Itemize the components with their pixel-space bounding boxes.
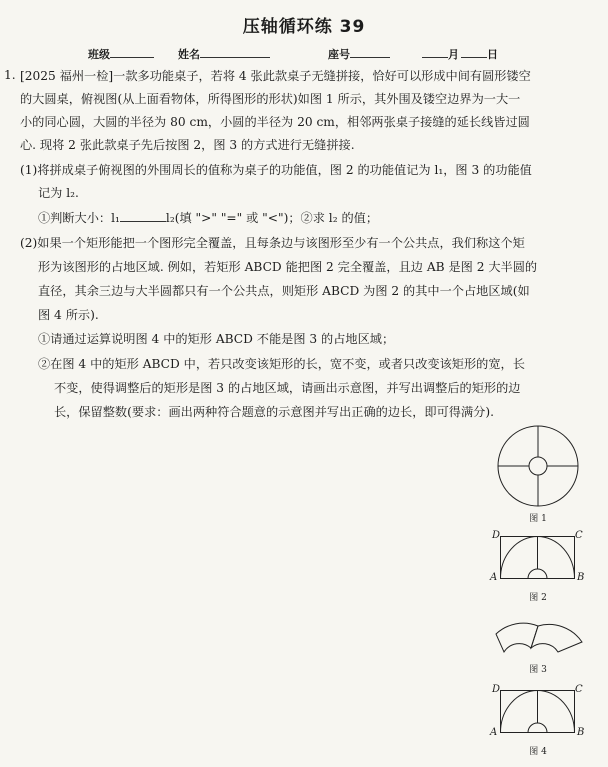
- figure-1-caption: 图 1: [529, 514, 547, 524]
- vertex-label-b: B: [577, 572, 585, 583]
- problem-line: 心. 现将 2 张此款桌子先后按图 2，图 3 的方式进行无缝拼接.: [20, 138, 355, 152]
- part1-line: 记为 l₂.: [38, 186, 79, 200]
- figure-2-caption: 图 2: [529, 593, 547, 603]
- part2-sub1: ①请通过运算说明图 4 中的矩形 ABCD 不能是图 3 的占地区域；: [38, 332, 395, 346]
- vertex-label-a: A: [490, 572, 498, 583]
- month-label: 月: [448, 48, 459, 61]
- seat-blank[interactable]: [350, 47, 390, 58]
- part2-line: (2)如果一个矩形能把一个图形完全覆盖，且每条边与该图形至少有一个公共点，我们称这个矩: [20, 236, 525, 250]
- vertex-label-c: C: [575, 530, 583, 541]
- figure-3-caption: 图 3: [529, 665, 547, 675]
- part2-line: 形为该图形的占地区域. 例如，若矩形 ABCD 能把图 2 完全覆盖，且边 AB 是图 2 大半圆的: [38, 260, 538, 274]
- problem-number: 1.: [4, 68, 16, 82]
- small-semicircle: [528, 723, 547, 733]
- seat-field: [328, 46, 390, 62]
- name-blank[interactable]: [200, 47, 270, 58]
- problem-line: 的大圆桌，俯视图(从上面看物体，所得图形的形状)如图 1 所示，其外围及镂空边界为一大一: [20, 92, 521, 106]
- vertex-label-b: B: [577, 727, 585, 738]
- vertex-label-d: D: [492, 684, 501, 695]
- class-blank[interactable]: [110, 47, 154, 58]
- day-blank[interactable]: [461, 47, 487, 58]
- date-field: [422, 46, 498, 62]
- part2-sub2: 不变，使得调整后的矩形是图 3 的占地区域，请画出示意图，并写出调整后的矩形的边: [54, 381, 521, 395]
- sub1-middle: l₂(填 ">" "=" 或 "<")；②求 l₂ 的值；: [165, 211, 379, 225]
- day-label: 日: [487, 48, 498, 61]
- class-field: [88, 46, 154, 62]
- figure-2-semicircle-table: [500, 536, 576, 584]
- figure-3-shifted-table: [494, 618, 586, 660]
- student-info-row: [0, 46, 608, 62]
- part1-subquestion: [38, 210, 378, 226]
- name-field: [178, 46, 270, 62]
- name-label: 姓名: [178, 48, 200, 61]
- table-piece-right: [531, 624, 582, 652]
- inner-circle: [529, 457, 547, 475]
- problem-line: 小的同心圆，大圆的半径为 80 cm，小圆的半径为 20 cm，相邻两张桌子接缝的延长线皆过圆: [20, 115, 530, 129]
- month-blank[interactable]: [422, 47, 448, 58]
- part2-sub2: ②在图 4 中的矩形 ABCD 中，若只改变该矩形的长，宽不变，或者只改变该矩形的宽，长: [38, 357, 525, 371]
- figure-1-round-table: [496, 424, 580, 508]
- seat-label: 座号: [328, 48, 350, 61]
- part2-sub2: 长，保留整数(要求：画出两种符合题意的示意图并写出正确的边长，即可得满分).: [54, 405, 494, 419]
- answer-blank[interactable]: [120, 211, 166, 222]
- part2-line: 图 4 所示).: [38, 308, 99, 322]
- vertex-label-d: D: [492, 530, 501, 541]
- figure-4-caption: 图 4: [529, 747, 547, 757]
- class-label: 班级: [88, 48, 110, 61]
- sub1-prefix: ①判断大小：l₁: [38, 211, 120, 225]
- part1-line: (1)将拼成桌子俯视图的外围周长的值称为桌子的功能值，图 2 的功能值记为 l₁，图 3 的功能值: [20, 163, 532, 177]
- vertex-label-c: C: [575, 684, 583, 695]
- figure-4-occupied-region: [500, 690, 576, 738]
- vertex-label-a: A: [490, 727, 498, 738]
- problem-line: [2025 福州一检]一款多功能桌子，若将 4 张此款桌子无缝拼接，恰好可以形成中间有圆形镂空: [20, 69, 531, 83]
- small-semicircle: [528, 569, 547, 579]
- part2-line: 直径，其余三边与大半圆都只有一个公共点，则矩形 ABCD 为图 2 的其中一个占地区域(如: [38, 284, 530, 298]
- page-title: 压轴循环练 39: [242, 17, 366, 37]
